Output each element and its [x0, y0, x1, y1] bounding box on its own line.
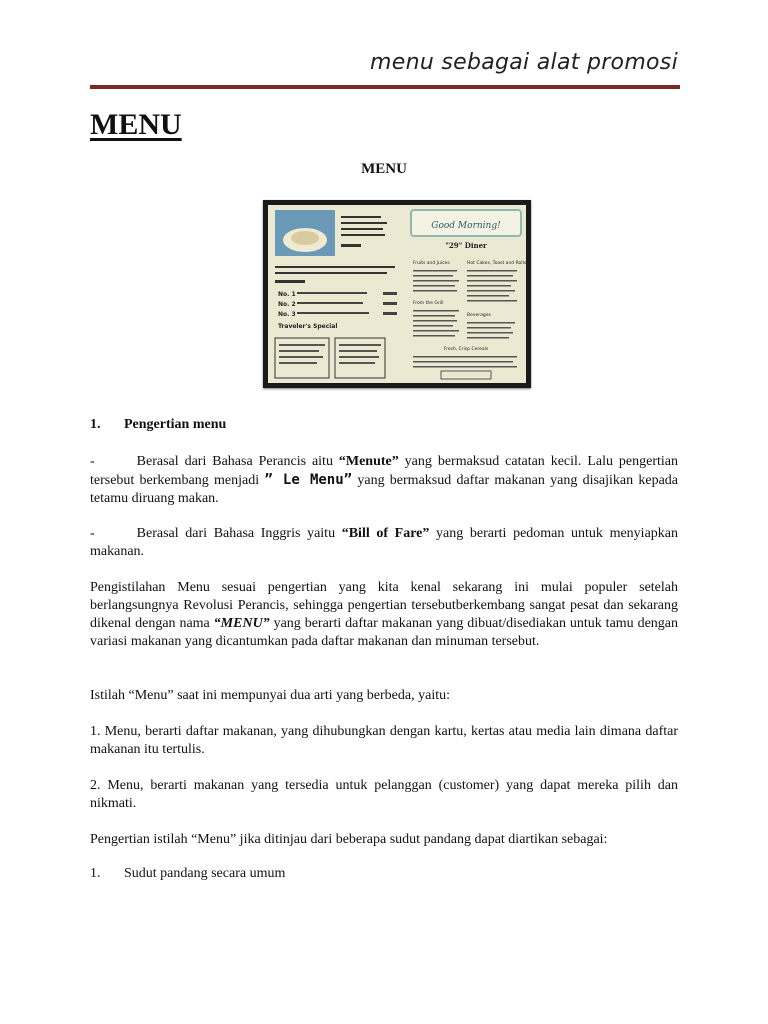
- page-heading: MENU: [90, 108, 182, 141]
- svg-text:Fresh, Crisp Cereals: Fresh, Crisp Cereals: [443, 347, 489, 352]
- svg-text:No. 3: No. 3: [278, 311, 296, 318]
- list-number: 1.: [90, 866, 101, 881]
- centered-subheading: MENU: [361, 161, 407, 177]
- paragraph-viewpoints: Pengertian istilah “Menu” jika ditinjau dari beberapa sudut pandang dapat diartikan sebagai:: [90, 832, 608, 847]
- paragraph-origin-french: - Berasal dari Bahasa Perancis aitu “Menute” yang bermaksud catatan kecil. Lalu pengertian tersebut berkembang menjadi ” Le Menu” yang bermaksud daftar makanan yang disajikan kepada tetamu diruang makan.: [90, 454, 679, 506]
- running-header: menu sebagai alat promosi: [370, 50, 678, 75]
- paragraph-origin-english: - Berasal dari Bahasa Inggris yaitu “Bill of Fare” yang berarti pedoman untuk menyiapkan makanan.: [90, 526, 678, 559]
- section-title: Pengertian menu: [124, 417, 227, 432]
- section-number: 1.: [90, 417, 101, 432]
- svg-text:Beverages: Beverages: [467, 313, 491, 318]
- list-item: [90, 866, 285, 882]
- svg-text:No. 1: No. 1: [278, 291, 296, 298]
- svg-text:Hot Cakes, Toast and Rolls: Hot Cakes, Toast and Rolls: [467, 261, 527, 266]
- section-heading: [90, 417, 226, 433]
- svg-text:From the Grill: From the Grill: [413, 301, 444, 306]
- svg-text:No. 2: No. 2: [278, 301, 296, 308]
- paragraph-meaning-1: 1. Menu, berarti daftar makanan, yang dihubungkan dengan kartu, kertas atau media lain dimana daftar makanan itu tertulis.: [90, 724, 678, 757]
- paragraph-meaning-2: 2. Menu, berarti makanan yang tersedia untuk pelanggan (customer) yang dapat mereka pilih dan nikmati.: [90, 778, 678, 811]
- svg-text:Traveler's Special: Traveler's Special: [278, 323, 338, 330]
- paragraph-two-meanings: Istilah “Menu” saat ini mempunyai dua arti yang berbeda, yaitu:: [90, 688, 450, 703]
- menu-photo: [263, 200, 531, 388]
- svg-text:Fruits and Juices: Fruits and Juices: [413, 261, 450, 266]
- list-text: Sudut pandang secara umum: [124, 866, 286, 881]
- header-rule: [90, 85, 680, 89]
- svg-text:"29" Diner: "29" Diner: [445, 241, 487, 250]
- svg-text:Good Morning!: Good Morning!: [431, 221, 501, 231]
- paragraph-history: Pengistilahan Menu sesuai pengertian yang kita kenal sekarang ini mulai populer setelah berlangsungnya Revolusi Perancis, sehingga pengertian tersebutberkembang sangat pesat dan sekarang dikenal dengan nama “MENU” yang berarti daftar makanan yang dibuat/disediakan untuk tamu dengan variasi makanan yang dicantumkan pada daftar makanan dan minuman tersebut.: [90, 580, 679, 649]
